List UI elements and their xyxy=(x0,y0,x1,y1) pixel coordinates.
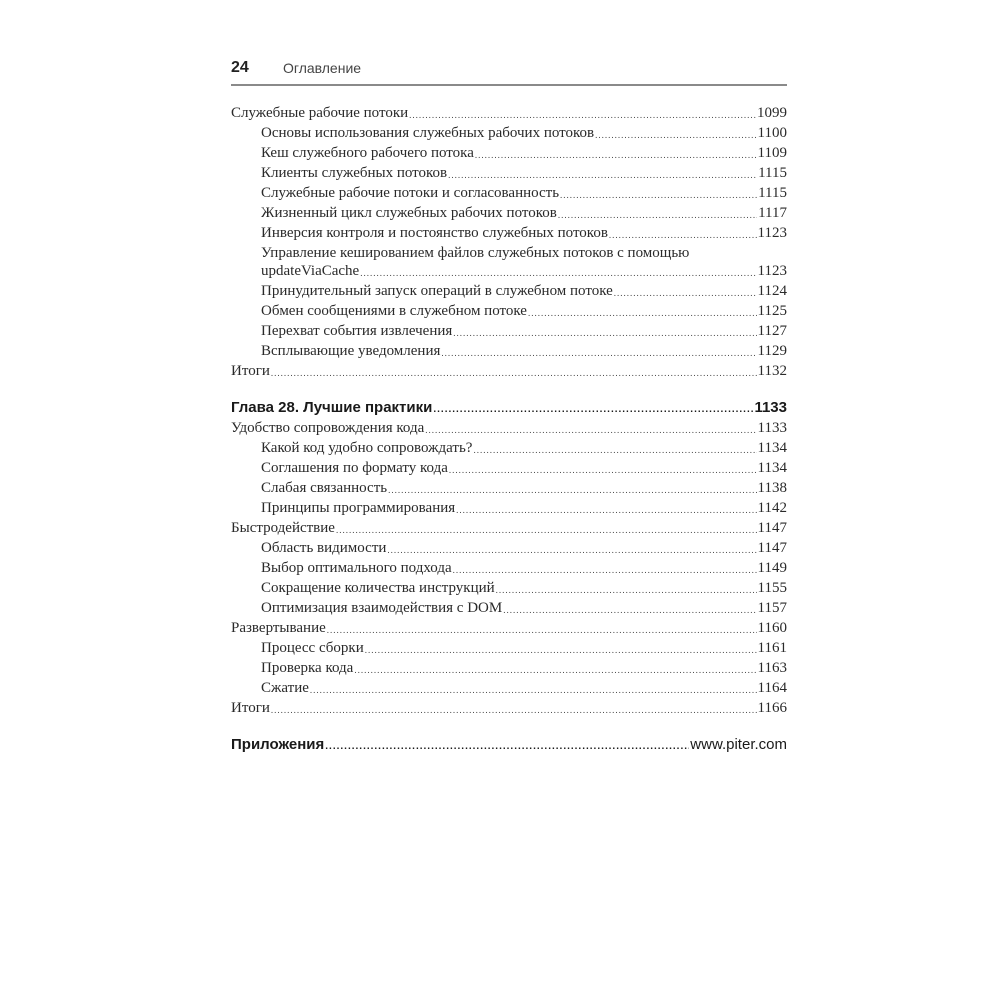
toc-entry[interactable] xyxy=(231,321,787,341)
dot-leader xyxy=(503,602,756,618)
entry-title: Обмен сообщениями в служебном потоке xyxy=(261,303,527,319)
page-number: 24 xyxy=(231,59,249,76)
toc-entry[interactable] xyxy=(231,478,787,498)
dot-leader xyxy=(475,147,757,163)
dot-leader xyxy=(354,662,756,678)
toc-entry[interactable] xyxy=(231,123,787,143)
dot-leader xyxy=(595,127,756,143)
dot-leader xyxy=(441,345,756,361)
toc-entry[interactable] xyxy=(231,223,787,243)
dot-leader xyxy=(614,285,757,301)
entry-page: 1132 xyxy=(757,363,787,379)
toc-entry-appendix[interactable] xyxy=(231,735,787,755)
dot-leader xyxy=(271,365,757,381)
entry-title: Соглашения по формату кода xyxy=(261,460,448,476)
toc-entry[interactable] xyxy=(231,418,787,438)
dot-leader xyxy=(336,522,757,538)
entry-title: Слабая связанность xyxy=(261,480,388,496)
entry-title: Сжатие xyxy=(261,680,309,696)
entry-page: 1129 xyxy=(757,343,787,359)
entry-title: Выбор оптимального подхода xyxy=(261,560,452,576)
toc-entry[interactable] xyxy=(231,678,787,698)
entry-page: 1134 xyxy=(757,440,787,456)
toc-entry[interactable] xyxy=(231,103,787,123)
running-title: Оглавление xyxy=(283,60,362,76)
toc-entry[interactable] xyxy=(231,498,787,518)
entry-title: Инверсия контроля и постоянство служебных потоков xyxy=(261,225,608,241)
entry-page: 1123 xyxy=(757,225,787,241)
toc-entry[interactable] xyxy=(231,361,787,381)
dot-leader xyxy=(449,462,757,478)
entry-page: 1099 xyxy=(757,105,787,121)
entry-title: Перехват события извлечения xyxy=(261,323,453,339)
entry-title: Проверка кода xyxy=(261,660,354,676)
entry-page: 1149 xyxy=(757,560,787,576)
toc-entry[interactable] xyxy=(231,163,787,183)
toc-entry[interactable] xyxy=(231,281,787,301)
dot-leader xyxy=(327,622,757,638)
dot-leader xyxy=(387,542,756,558)
entry-page: 1124 xyxy=(757,283,787,299)
toc-chapter-28 xyxy=(231,398,787,418)
entry-page: 1115 xyxy=(758,165,787,181)
entry-title: Всплывающие уведомления xyxy=(261,343,441,359)
entry-page: 1133 xyxy=(757,420,787,436)
toc-entry[interactable] xyxy=(231,538,787,558)
dot-leader xyxy=(453,562,757,578)
entry-title: Служебные рабочие потоки и согласованность xyxy=(261,185,560,201)
dot-leader xyxy=(609,227,757,243)
entry-title: Какой код удобно сопровождать? xyxy=(261,440,473,456)
toc-entry[interactable] xyxy=(231,301,787,321)
entry-page: 1157 xyxy=(757,600,787,616)
entry-title: Итоги xyxy=(231,363,270,379)
toc-entry[interactable] xyxy=(231,558,787,578)
entry-page: 1100 xyxy=(757,125,787,141)
toc-block-1 xyxy=(231,103,787,381)
entry-title: Развертывание xyxy=(231,620,326,636)
entry-page: 1160 xyxy=(757,620,787,636)
entry-title: Жизненный цикл служебных рабочих потоков xyxy=(261,205,557,221)
entry-title: Принудительный запуск операций в служебном потоке xyxy=(261,283,613,299)
toc-entry[interactable] xyxy=(231,618,787,638)
dot-leader xyxy=(310,682,757,698)
entry-page: 1109 xyxy=(757,145,787,161)
dot-leader xyxy=(365,642,757,658)
dot-leader xyxy=(325,739,689,755)
toc-entry-chapter[interactable] xyxy=(231,398,787,418)
dot-leader xyxy=(409,107,756,123)
entry-title: Область видимости xyxy=(261,540,387,556)
entry-title: Сокращение количества инструкций xyxy=(261,580,495,596)
entry-page: 1161 xyxy=(757,640,787,656)
toc-entry[interactable] xyxy=(231,698,787,718)
dot-leader xyxy=(496,582,757,598)
dot-leader xyxy=(453,325,756,341)
toc-entry[interactable] xyxy=(231,341,787,361)
entry-page: 1155 xyxy=(757,580,787,596)
entry-page: 1133 xyxy=(754,399,787,416)
entry-title: Принципы программирования xyxy=(261,500,456,516)
toc-block-2 xyxy=(231,418,787,718)
toc-entry[interactable] xyxy=(231,658,787,678)
entry-page: 1147 xyxy=(757,520,787,536)
entry-page: 1127 xyxy=(757,323,787,339)
entry-page: 1147 xyxy=(757,540,787,556)
toc-entry[interactable] xyxy=(231,578,787,598)
dot-leader xyxy=(388,482,756,498)
entry-title: Удобство сопровождения кода xyxy=(231,420,425,436)
entry-page: 1117 xyxy=(758,205,787,221)
toc-appendix xyxy=(231,735,787,755)
entry-page: 1123 xyxy=(757,263,787,279)
entry-page: 1138 xyxy=(757,480,787,496)
dot-leader xyxy=(448,167,757,183)
dot-leader xyxy=(560,187,757,203)
toc-entry[interactable] xyxy=(231,638,787,658)
dot-leader xyxy=(528,305,757,321)
dot-leader xyxy=(271,702,757,718)
dot-leader xyxy=(473,442,756,458)
entry-title-line1: Управление кешированием файлов служебных потоков с помощью xyxy=(261,245,690,261)
toc-entry[interactable] xyxy=(231,203,787,223)
entry-title: Итоги xyxy=(231,700,270,716)
entry-title: Служебные рабочие потоки xyxy=(231,105,409,121)
toc-entry[interactable] xyxy=(231,143,787,163)
dot-leader xyxy=(425,422,756,438)
entry-page: 1142 xyxy=(757,500,787,516)
entry-title: Основы использования служебных рабочих потоков xyxy=(261,125,595,141)
entry-title-line2: updateViaCache xyxy=(261,263,360,279)
entry-page: 1125 xyxy=(757,303,787,319)
dot-leader xyxy=(456,502,756,518)
dot-leader xyxy=(558,207,757,223)
entry-title: Клиенты служебных потоков xyxy=(261,165,448,181)
entry-page: 1164 xyxy=(757,680,787,696)
entry-title: Процесс сборки xyxy=(261,640,364,656)
entry-title: Оптимизация взаимодействия с DOM xyxy=(261,600,503,616)
entry-page: www.piter.com xyxy=(690,736,787,753)
entry-title: Приложения xyxy=(231,736,325,753)
dot-leader xyxy=(433,402,753,418)
entry-title: Кеш служебного рабочего потока xyxy=(261,145,474,161)
entry-page: 1134 xyxy=(757,460,787,476)
toc-entry[interactable] xyxy=(231,243,787,281)
running-header xyxy=(231,58,787,86)
toc-entry[interactable] xyxy=(231,518,787,538)
entry-title: Глава 28. Лучшие практики xyxy=(231,399,433,416)
toc-entry[interactable] xyxy=(231,183,787,203)
toc-entry[interactable] xyxy=(231,438,787,458)
entry-page: 1163 xyxy=(757,660,787,676)
entry-title: Быстродействие xyxy=(231,520,335,536)
entry-page: 1166 xyxy=(757,700,787,716)
toc-entry[interactable] xyxy=(231,458,787,478)
toc-entry[interactable] xyxy=(231,598,787,618)
entry-page: 1115 xyxy=(758,185,787,201)
dot-leader xyxy=(360,265,756,281)
